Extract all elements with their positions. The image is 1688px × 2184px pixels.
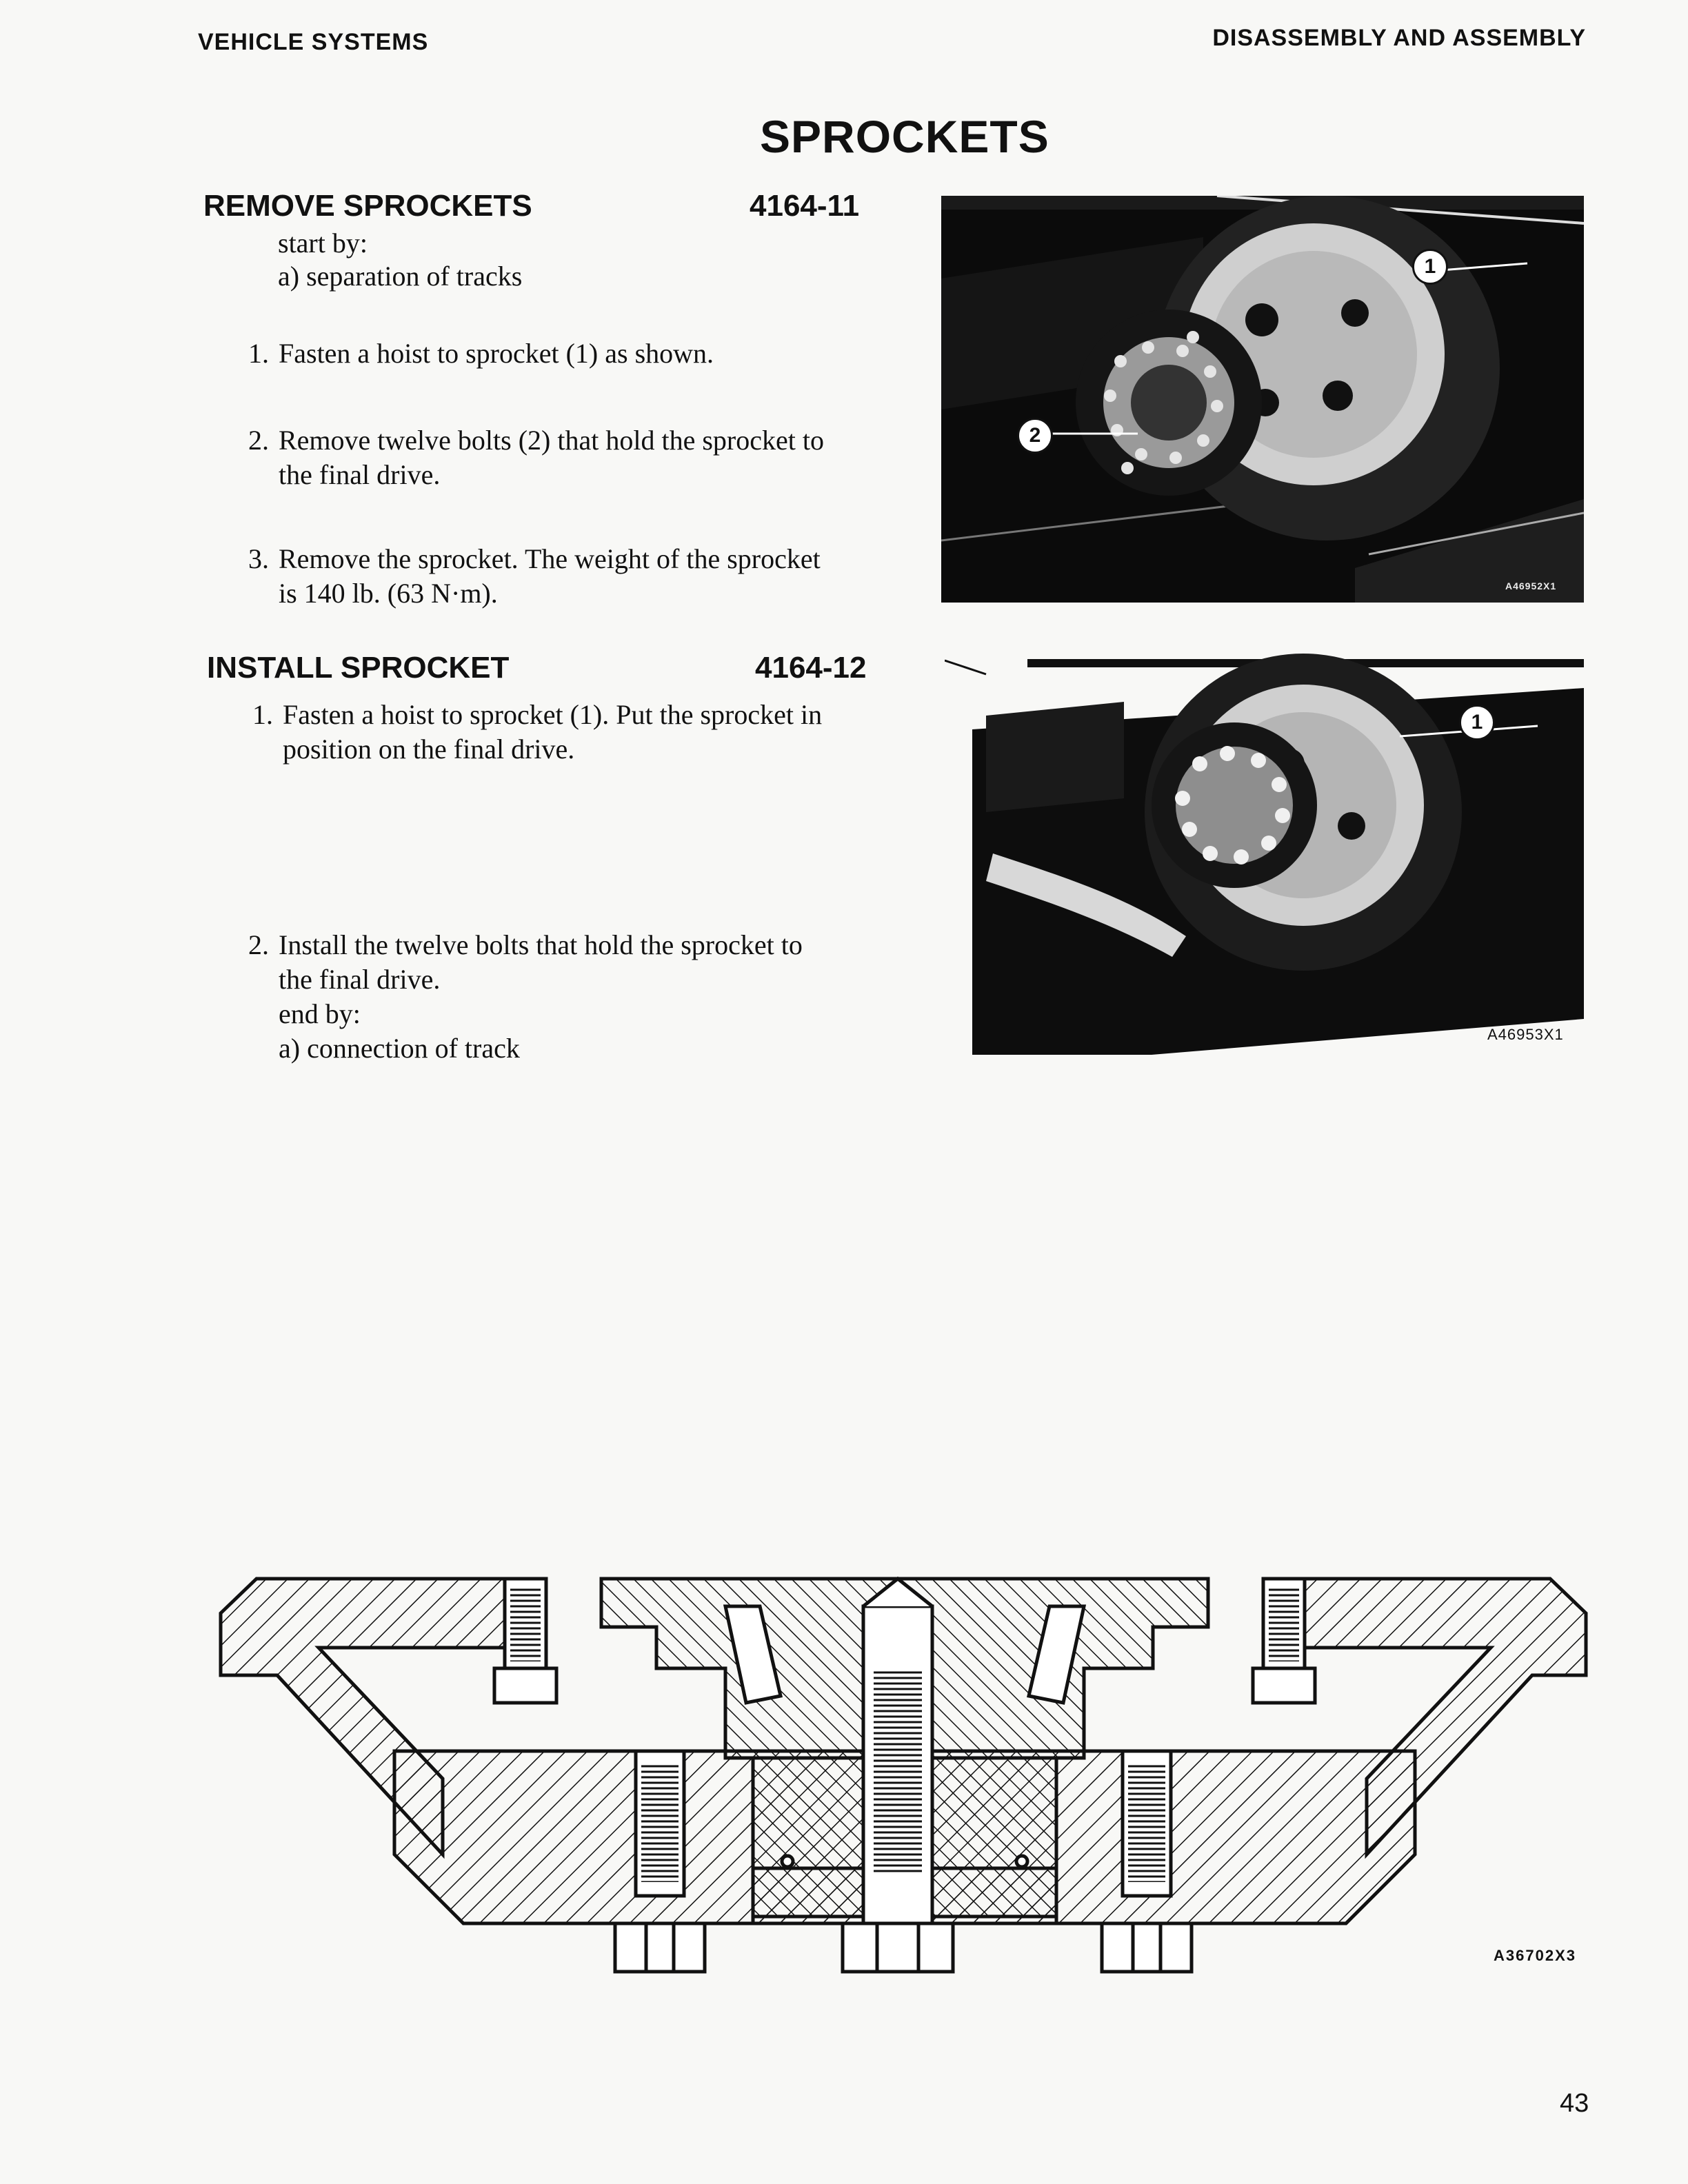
section-code-install: 4164-12 — [755, 651, 867, 685]
sprocket-photo-illustration — [941, 196, 1584, 603]
photo2-caption: A46953X1 — [1487, 1026, 1564, 1043]
remove-step-1 — [228, 336, 883, 371]
end-by-label: end by: — [279, 998, 361, 1029]
callout-1: 1 — [1412, 249, 1448, 285]
remove-step-2 — [228, 423, 883, 492]
callout-1-install: 1 — [1459, 705, 1495, 740]
step-text: Fasten a hoist to sprocket (1) as shown. — [279, 338, 714, 369]
section-heading-remove: REMOVE SPROCKETS — [203, 189, 532, 223]
page-number: 43 — [1560, 2089, 1589, 2118]
step-number: 1. — [248, 338, 269, 369]
end-by-item: a) connection of track — [279, 1033, 520, 1064]
step-number: 2. — [248, 929, 269, 960]
step-number: 2. — [248, 425, 269, 456]
cross-section-drawing — [215, 1565, 1591, 1979]
step-text: Install the twelve bolts that hold the sprocket to — [279, 929, 803, 960]
photo-install-sprocket — [945, 647, 1584, 1055]
final-drive-section-illustration — [215, 1565, 1591, 1979]
photo1-caption: A46952X1 — [1505, 580, 1557, 592]
page-title: SPROCKETS — [760, 111, 1049, 162]
step-number: 3. — [248, 543, 269, 574]
install-step-1 — [232, 698, 887, 767]
start-by-label: start by: — [278, 228, 368, 259]
install-step-2 — [228, 928, 883, 1066]
step-text-cont: position on the final drive. — [283, 734, 575, 765]
step-text: Remove the sprocket. The weight of the sprocket — [279, 543, 821, 574]
photo-remove-sprocket — [941, 196, 1584, 603]
drawing-caption: A36702X3 — [1494, 1947, 1576, 1964]
remove-step-3 — [228, 542, 883, 611]
section-code-remove: 4164-11 — [750, 189, 860, 223]
section-heading-install: INSTALL SPROCKET — [207, 651, 510, 685]
callout-2: 2 — [1017, 418, 1053, 454]
running-header-left: VEHICLE SYSTEMS — [198, 29, 429, 55]
step-text: Remove twelve bolts (2) that hold the sprocket to — [279, 425, 824, 456]
start-by-item: a) separation of tracks — [278, 261, 523, 292]
step-text: Fasten a hoist to sprocket (1). Put the sprocket in — [283, 699, 823, 730]
step-text-cont: the final drive. — [279, 459, 441, 490]
step-text-cont: the final drive. — [279, 964, 441, 995]
step-number: 1. — [252, 699, 273, 730]
step-text-cont: is 140 lb. (63 N·m). — [279, 578, 498, 609]
running-header-right: DISASSEMBLY AND ASSEMBLY — [1212, 25, 1586, 51]
